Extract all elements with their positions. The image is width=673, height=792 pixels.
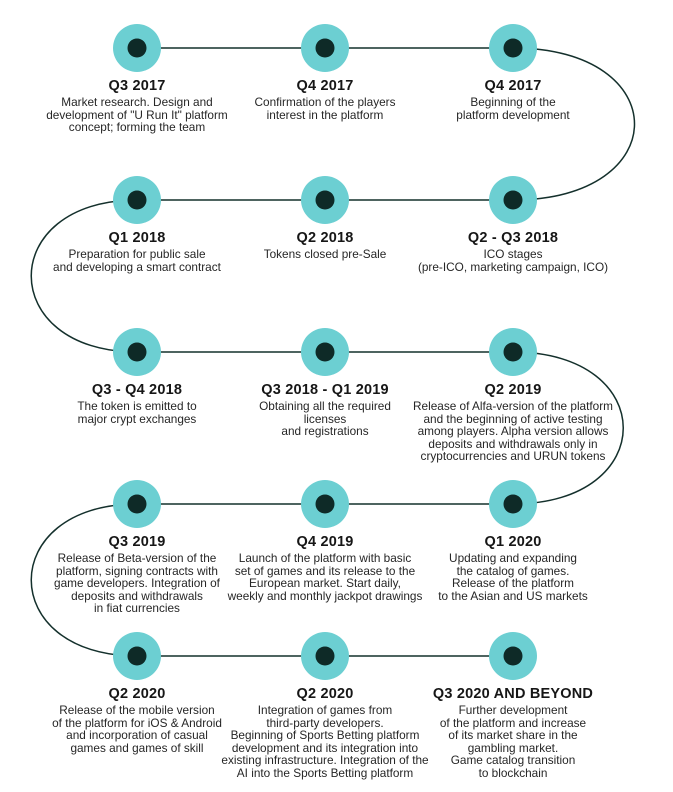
milestone-description: Release of Alfa-version of the platform and the beginning of active testing among players. Alpha version allows deposits and withdrawals only in cryptocurrencies and URUN tokens <box>413 399 613 464</box>
milestone <box>408 686 618 780</box>
milestone <box>220 534 430 602</box>
milestone-title: Q1 2020 <box>484 534 542 550</box>
milestone-description: Launch of the platform with basic set of games and its release to the European market. Start daily, weekly and monthly jackpot drawings <box>227 551 423 603</box>
milestone <box>32 78 242 134</box>
milestone-description: Further development of the platform and increase of its market share in the gambling market. Game catalog transition to blockchain <box>439 703 587 780</box>
milestone-title: Q4 2019 <box>296 534 354 550</box>
node-dot <box>128 647 147 666</box>
node-dot <box>316 343 335 362</box>
node-dot <box>128 343 147 362</box>
milestone-description: Beginning of the platform development <box>456 95 570 122</box>
node-dot <box>504 343 523 362</box>
milestone-title: Q2 2018 <box>296 230 354 246</box>
node-dot <box>504 191 523 210</box>
milestone <box>32 382 242 425</box>
milestone-node <box>301 480 349 528</box>
node-dot <box>128 39 147 58</box>
milestone-description: Release of the mobile version of the platform for iOS & Android and incorporation of casual games and games of skill <box>52 703 222 755</box>
milestone <box>220 78 430 121</box>
milestone-title: Q4 2017 <box>484 78 542 94</box>
node-dot <box>316 647 335 666</box>
milestone-node <box>301 176 349 224</box>
milestone-node <box>301 24 349 72</box>
node-dot <box>504 647 523 666</box>
milestone-description: Tokens closed pre-Sale <box>263 247 387 261</box>
node-dot <box>316 39 335 58</box>
milestone-description: Confirmation of the players interest in the platform <box>254 95 396 122</box>
milestone <box>408 78 618 121</box>
milestone-node <box>301 632 349 680</box>
milestone-description: Updating and expanding the catalog of games. Release of the platform to the Asian and US markets <box>438 551 588 603</box>
milestone <box>32 534 242 615</box>
milestone-node <box>489 480 537 528</box>
milestone-title: Q3 2018 - Q1 2019 <box>261 382 389 398</box>
milestone-node <box>113 176 161 224</box>
milestone-title: Q4 2017 <box>296 78 354 94</box>
milestone <box>220 230 430 261</box>
node-dot <box>128 495 147 514</box>
milestone-title: Q2 2020 <box>296 686 354 702</box>
milestone-title: Q1 2018 <box>108 230 166 246</box>
milestone <box>220 382 430 438</box>
milestone-node <box>113 632 161 680</box>
milestone-description: Preparation for public sale and developing a smart contract <box>53 247 221 274</box>
milestone-node <box>301 328 349 376</box>
milestone <box>32 230 242 273</box>
milestone-title: Q2 2019 <box>484 382 542 398</box>
milestone-node <box>489 24 537 72</box>
milestone-title: Q3 2017 <box>108 78 166 94</box>
milestone-description: Release of Beta-version of the platform, signing contracts with game developers. Integration of deposits and withdrawals in fiat currencies <box>54 551 220 616</box>
milestone <box>220 686 430 780</box>
milestone <box>408 534 618 602</box>
milestone-node <box>489 328 537 376</box>
milestone-title: Q3 2020 AND BEYOND <box>432 686 594 702</box>
milestone-description: Integration of games from third-party developers. Beginning of Sports Betting platform development and its integration into existing infrastructure. Integration of the AI into the Sports Betting platform <box>221 703 429 780</box>
milestone-node <box>489 176 537 224</box>
node-dot <box>316 495 335 514</box>
milestone-description: Market research. Design and development of "U Run It" platform concept; forming the team <box>46 95 228 135</box>
milestone-description: The token is emitted to major crypt exchanges <box>77 399 197 426</box>
milestone <box>408 230 618 273</box>
milestone-description: Obtaining all the required licenses and registrations <box>259 399 391 439</box>
milestone-node <box>113 328 161 376</box>
node-dot <box>128 191 147 210</box>
node-dot <box>504 39 523 58</box>
milestone <box>32 686 242 754</box>
milestone-title: Q3 - Q4 2018 <box>91 382 183 398</box>
milestone-node <box>113 24 161 72</box>
milestone <box>408 382 618 463</box>
milestone-title: Q2 2020 <box>108 686 166 702</box>
node-dot <box>504 495 523 514</box>
milestone-title: Q2 - Q3 2018 <box>467 230 559 246</box>
milestone-node <box>113 480 161 528</box>
node-dot <box>316 191 335 210</box>
milestone-title: Q3 2019 <box>108 534 166 550</box>
milestone-node <box>489 632 537 680</box>
milestone-description: ICO stages (pre-ICO, marketing campaign, ICO) <box>417 247 609 274</box>
